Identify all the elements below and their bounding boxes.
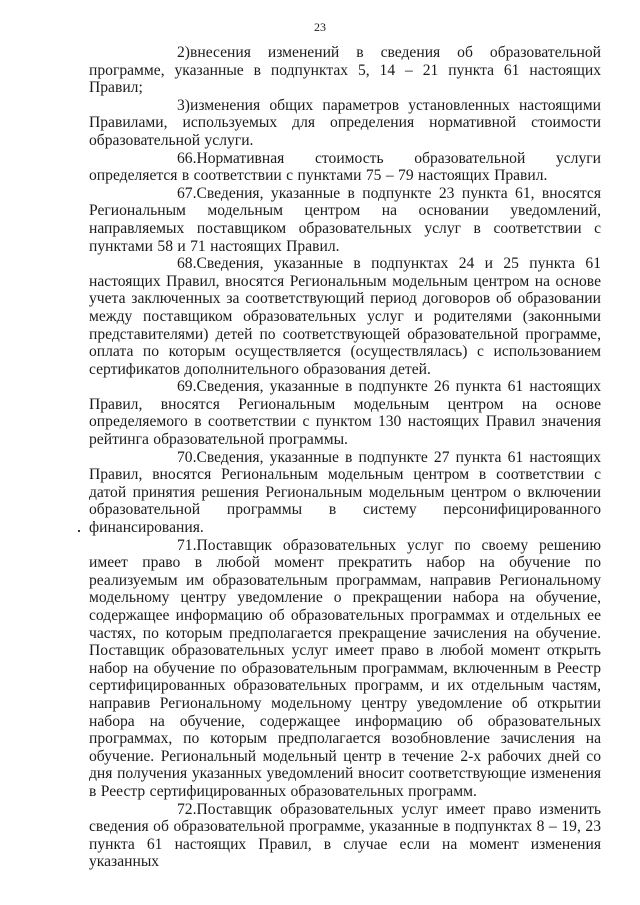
paragraph-number: 69. <box>177 378 197 396</box>
paragraph-text: Сведения, указанные в подпункте 23 пункта 61, вносятся Региональным модельным центром на основании уведомлений, направляемых поставщиком образовательных услуг в соответствии с пунктами 58 и 71 настоящих Правил. <box>89 184 601 255</box>
paragraph-number: 3) <box>177 96 190 114</box>
paragraph-68 <box>89 255 601 378</box>
paragraph-text: Поставщик образовательных услуг имеет право изменить сведения об образовательной программе, указанные в подпунктах 8 – 19, 23 пункта 61 настоящих Правил, в случае если на момент изменения указанных <box>89 800 601 871</box>
paragraph-item-2 <box>89 44 601 97</box>
paragraph-number: 71. <box>177 536 197 554</box>
paragraph-text: Сведения, указанные в подпунктах 24 и 25 пункта 61 настоящих Правил, вносятся Региональным модельным центром на основе учета заключенных за соответствующий период договоров об образовании между поставщиком образовательных услуг и родителями (законными представителями) детей по соответствующей образовательной программе, оплата по которым осуществляется (осуществлялась) с использованием сертификатов дополнительного образования детей. <box>89 255 601 378</box>
paragraph-69 <box>89 378 601 448</box>
paragraph-item-3 <box>89 97 601 150</box>
paragraph-72 <box>89 801 601 871</box>
paragraph-67 <box>89 185 601 255</box>
paragraph-text: Сведения, указанные в подпункте 26 пункта 61 настоящих Правил, вносятся Региональным модельным центром на основе определяемого в соответствии с пунктом 130 настоящих Правил значения рейтинга образовательной программы. <box>89 378 601 449</box>
page-number: 23 <box>314 20 326 34</box>
paragraph-number: 68. <box>177 255 197 273</box>
margin-mark <box>78 530 80 532</box>
paragraph-number: 66. <box>177 149 197 167</box>
paragraph-text: Поставщик образовательных услуг по своему решению имеет право в любой момент прекратить набор на обучение по реализуемым им образовательным программам, направив Региональному модельному центру уведомление о прекращении набора на обучение, содержащее информацию об образовательных программах и отдельных ее частях, по которым предполагается прекращение зачисления на обучение. Поставщик образовательных услуг имеет право в любой момент открыть набор на обучение по образовательным программам, включенным в Реестр сертифицированных образовательных программ, и их отдельным частям, направив Региональному модельному центру уведомление об открытии набора на обучение, содержащее информацию об образовательных программах, по которым предполагается возобновление зачисления на обучение. Региональный модельный центр в течение 2-х рабочих дней со дня получения указанных уведомлений вносит соответствующие изменения в Реестр сертифицированных образовательных программ. <box>89 536 601 800</box>
paragraph-number: 67. <box>177 184 197 202</box>
paragraph-70 <box>89 449 601 537</box>
paragraph-number: 72. <box>177 800 197 818</box>
paragraph-text: Сведения, указанные в подпункте 27 пункта 61 настоящих Правил, вносятся Региональным модельным центром в соответствии с датой принятия решения Региональным модельным центром о включении образовательной программы в систему персонифицированного финансирования. <box>89 448 601 537</box>
paragraph-text: Нормативная стоимость образовательной услуги определяется в соответствии с пунктами 75 – 79 настоящих Правил. <box>89 149 601 185</box>
paragraph-number: 70. <box>177 448 197 466</box>
paragraph-71 <box>89 537 601 801</box>
paragraph-text: изменения общих параметров установленных настоящими Правилами, используемых для определения нормативной стоимости образовательной услуги. <box>89 96 601 149</box>
document-body <box>89 44 601 871</box>
paragraph-text: внесения изменений в сведения об образовательной программе, указанные в подпунктах 5, 14 – 21 пункта 61 настоящих Правил; <box>89 44 601 97</box>
paragraph-66 <box>89 150 601 185</box>
paragraph-number: 2) <box>177 44 190 61</box>
